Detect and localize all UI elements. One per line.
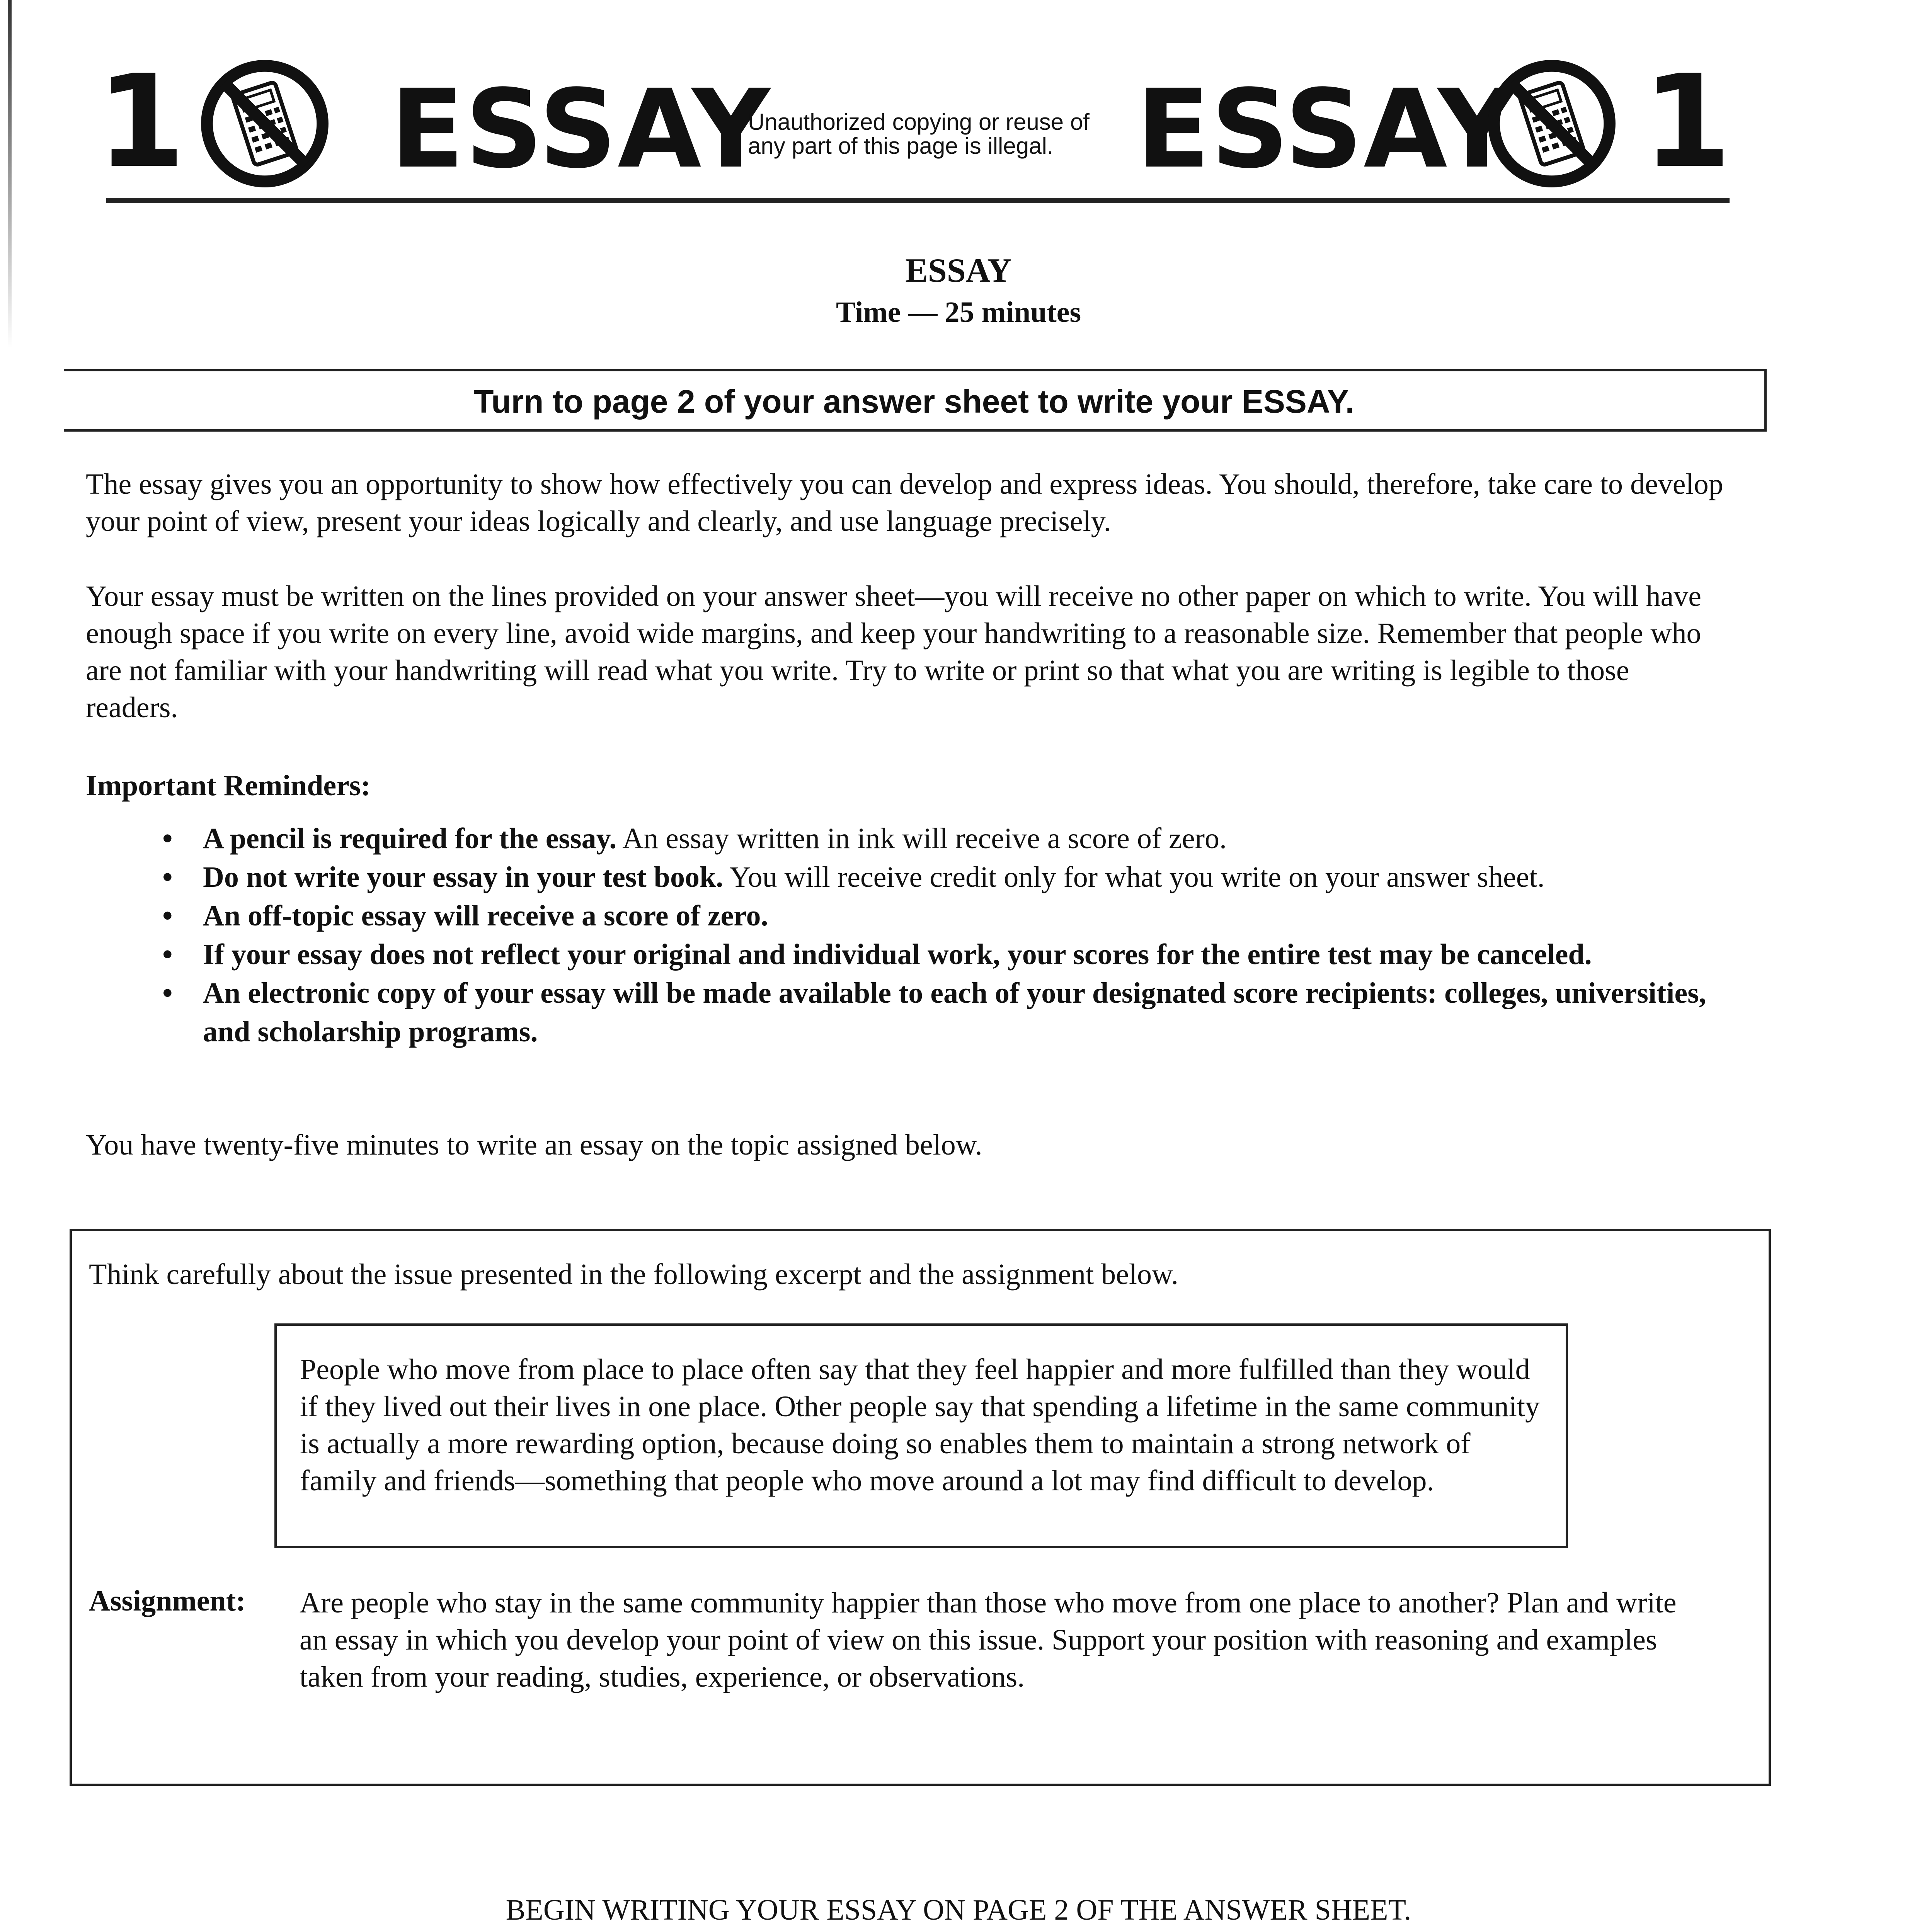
prompt-instruction: Think carefully about the issue presented in the following excerpt and the assignment below.: [89, 1258, 1178, 1291]
reminder-bold: Do not write your essay in your test book.: [203, 861, 724, 893]
excerpt-text: People who move from place to place often say that they feel happier and more fulfilled than they would if they lived out their lives in one place. Other people say that spending a lifetime in the same community is actually a more rewarding option, because doing so enables them to maintain a strong network of family and friends—something that people who move around a lot may find difficult to develop.: [300, 1353, 1540, 1497]
assignment-text: Are people who stay in the same community happier than those who move from one place to another? Plan and write an essay in which you develop your point of view on this issue. Support your position with reasoning and examples taken from your reading, studies, experience, or observations.: [300, 1587, 1677, 1693]
section-number-right: 1: [1643, 48, 1731, 196]
bullet-icon: •: [162, 938, 173, 971]
reminder-bold: An off-topic essay will receive a score of zero.: [203, 900, 768, 932]
no-calculator-icon: [199, 58, 330, 189]
section-title: ESSAY: [905, 252, 1012, 289]
assignment-label: Assignment:: [89, 1585, 246, 1617]
reminder-item: [162, 935, 1755, 974]
reminders-heading: Important Reminders:: [86, 769, 371, 802]
bullet-icon: •: [162, 861, 173, 893]
reminders-list: [162, 819, 1755, 1051]
reminder-item: [162, 974, 1755, 1051]
header-rule: [106, 198, 1730, 203]
copyright-notice: [748, 110, 1096, 158]
intro-paragraph-2: Your essay must be written on the lines provided on your answer sheet—you will receive no other paper on which to write. You will have enough space if you write on every line, avoid wide margins, and keep your handwriting to a reasonable size. Remember that people who are not familiar with your handwriting will read what you write. Try to write or print so that what you are writing is legible to those readers.: [86, 580, 1701, 724]
reminder-text: You will receive credit only for what you write on your answer sheet.: [723, 861, 1545, 893]
reminder-text: An essay written in ink will receive a score of zero.: [616, 822, 1227, 855]
section-number-left: 1: [97, 48, 186, 196]
header-title-right: ESSAY: [1136, 66, 1517, 192]
reminder-item: [162, 819, 1755, 858]
bullet-icon: •: [162, 900, 173, 932]
excerpt-box: [274, 1323, 1568, 1548]
turn-notice-text: Turn to page 2 of your answer sheet to write your ESSAY.: [474, 383, 1354, 420]
turn-notice-box: [64, 369, 1767, 432]
bullet-icon: •: [162, 822, 173, 855]
reminder-item: [162, 858, 1579, 896]
copyright-notice-line1: Unauthorized copying or reuse of: [748, 109, 1090, 135]
intro-paragraph-1: The essay gives you an opportunity to show how effectively you can develop and express ideas. You should, therefore, take care to develop your point of view, present your ideas logically and clearly, and use language precisely.: [86, 468, 1723, 537]
header-title-left: ESSAY: [390, 66, 771, 192]
bullet-icon: •: [162, 977, 173, 1009]
reminder-bold: If your essay does not reflect your original and individual work, your scores for the entire test may be canceled.: [203, 938, 1592, 971]
begin-note: BEGIN WRITING YOUR ESSAY ON PAGE 2 OF THE ANSWER SHEET.: [506, 1894, 1411, 1926]
copyright-notice-line2: any part of this page is illegal.: [748, 133, 1054, 159]
time-note: You have twenty-five minutes to write an essay on the topic assigned below.: [86, 1129, 982, 1161]
reminder-bold: A pencil is required for the essay.: [203, 822, 617, 855]
reminder-item: [162, 896, 1755, 935]
reminder-bold: An electronic copy of your essay will be made available to each of your designated score recipients: colleges, universities, and scholarship programs.: [203, 977, 1706, 1048]
no-calculator-icon: [1486, 58, 1617, 189]
section-time: Time — 25 minutes: [836, 296, 1081, 328]
